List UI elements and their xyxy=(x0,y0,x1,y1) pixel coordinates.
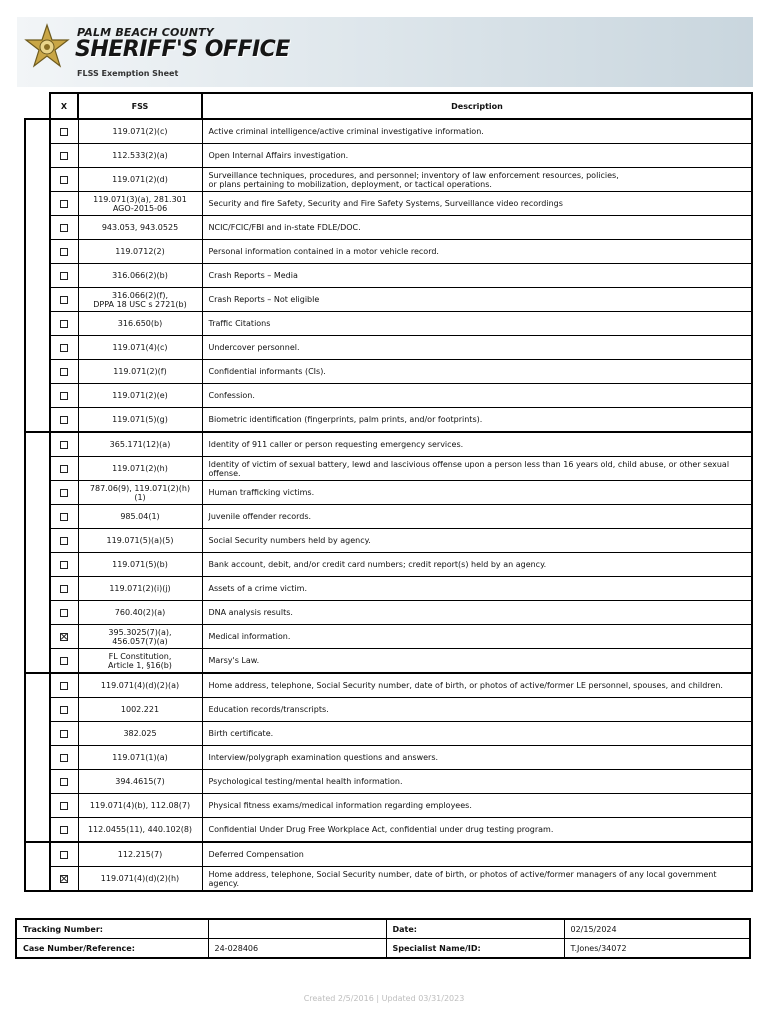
checkbox-cell xyxy=(50,842,78,867)
fss-cell xyxy=(78,360,202,384)
checkbox[interactable] xyxy=(60,344,68,352)
checkbox[interactable] xyxy=(60,272,68,280)
table-row xyxy=(25,529,752,553)
table-row xyxy=(25,336,752,360)
county-name: PALM BEACH COUNTY xyxy=(77,26,214,39)
checkbox-cell xyxy=(50,505,78,529)
description-cell xyxy=(202,288,752,312)
fss-cell xyxy=(78,119,202,144)
checkbox[interactable] xyxy=(60,248,68,256)
checkbox[interactable] xyxy=(60,657,68,665)
description-cell xyxy=(202,457,752,481)
fss-statute: 119.071(2)(e) xyxy=(112,391,168,400)
description-text: Security and fire Safety, Security and Fire Safety Systems, Surveillance video recordings xyxy=(208,199,563,208)
description-text: Deferred Compensation xyxy=(208,850,304,859)
checkbox-cell xyxy=(50,192,78,216)
description-text: Birth certificate. xyxy=(208,729,274,738)
fss-cell xyxy=(78,577,202,601)
description-cell xyxy=(202,625,752,649)
sheriff-star-badge-icon xyxy=(23,23,71,71)
description-text: Home address, telephone, Social Security number, date of birth, or photos of active/former LE personnel, spouses, and children. xyxy=(208,681,723,690)
description-column-header: Description xyxy=(202,93,752,119)
table-header-row xyxy=(25,93,752,119)
table-row xyxy=(25,192,752,216)
checkbox[interactable] xyxy=(60,441,68,449)
description-cell xyxy=(202,481,752,505)
fss-statute: AGO-2015-06 xyxy=(112,203,168,213)
description-cell xyxy=(202,794,752,818)
table-row xyxy=(25,553,752,577)
table-row xyxy=(25,818,752,843)
fss-cell xyxy=(78,673,202,698)
fss-statute: 943.053, 943.0525 xyxy=(101,223,179,232)
fss-statute: 1002.221 xyxy=(120,705,160,714)
fss-statute: 316.066(2)(f), xyxy=(111,290,168,300)
fss-statute: 787.06(9), 119.071(2)(h)(1) xyxy=(89,483,191,502)
description-text: Interview/polygraph examination questions and answers. xyxy=(208,753,439,762)
checkbox[interactable] xyxy=(60,826,68,834)
fss-cell xyxy=(78,818,202,843)
table-row xyxy=(25,577,752,601)
checkbox-cell xyxy=(50,264,78,288)
description-text: Active criminal intelligence/active criminal investigative information. xyxy=(208,127,484,136)
group-bracket xyxy=(25,119,50,432)
description-cell xyxy=(202,842,752,867)
fss-cell xyxy=(78,288,202,312)
description-cell xyxy=(202,698,752,722)
x-column-header: X xyxy=(50,93,78,119)
fss-statute: 119.071(2)(d) xyxy=(112,175,168,184)
fss-statute: 119.071(5)(g) xyxy=(112,415,168,424)
description-cell xyxy=(202,673,752,698)
fss-statute: 985.04(1) xyxy=(120,512,160,521)
table-row xyxy=(25,408,752,433)
fss-statute: 394.4615(7) xyxy=(115,777,165,786)
checkbox-cell xyxy=(50,746,78,770)
table-row xyxy=(25,698,752,722)
description-text: Undercover personnel. xyxy=(208,343,300,352)
checkbox[interactable] xyxy=(60,851,68,859)
checkbox-cell xyxy=(50,794,78,818)
description-cell xyxy=(202,240,752,264)
checked-checkbox[interactable] xyxy=(60,633,68,641)
description-cell xyxy=(202,505,752,529)
description-text: Education records/transcripts. xyxy=(208,705,329,714)
fss-column-header: FSS xyxy=(78,93,202,119)
checkbox-cell xyxy=(50,288,78,312)
description-cell xyxy=(202,384,752,408)
table-row xyxy=(25,360,752,384)
fss-cell xyxy=(78,336,202,360)
fss-cell xyxy=(78,625,202,649)
description-text: Psychological testing/mental health information. xyxy=(208,777,403,786)
checkbox-cell xyxy=(50,384,78,408)
case-number-value: 24-028406 xyxy=(208,939,386,959)
checkbox[interactable] xyxy=(60,561,68,569)
fss-statute: 316.066(2)(b) xyxy=(112,271,168,280)
fss-statute: 119.0712(2) xyxy=(115,247,165,256)
checkbox-cell xyxy=(50,360,78,384)
description-cell xyxy=(202,818,752,843)
description-cell xyxy=(202,119,752,144)
fss-statute: 119.071(4)(d)(2)(h) xyxy=(100,874,180,883)
table-row xyxy=(25,867,752,892)
table-row xyxy=(25,264,752,288)
case-number-label: Case Number/Reference: xyxy=(16,939,208,959)
fss-statute: 119.071(2)(h) xyxy=(112,464,168,473)
table-row xyxy=(25,842,752,867)
fss-statute: 119.071(2)(f) xyxy=(113,367,167,376)
table-row xyxy=(25,505,752,529)
fss-statute: 119.071(1)(a) xyxy=(112,753,168,762)
fss-cell xyxy=(78,698,202,722)
fss-statute: 119.071(5)(b) xyxy=(112,560,168,569)
checkbox[interactable] xyxy=(60,128,68,136)
checkbox[interactable] xyxy=(60,778,68,786)
created-updated-note: Created 2/5/2016 | Updated 03/31/2023 xyxy=(303,994,465,1003)
checkbox[interactable] xyxy=(60,609,68,617)
description-text: DNA analysis results. xyxy=(208,608,293,617)
checkbox[interactable] xyxy=(60,200,68,208)
checkbox-cell xyxy=(50,312,78,336)
checkbox-cell xyxy=(50,601,78,625)
fss-statute: 119.071(4)(c) xyxy=(112,343,168,352)
description-text: Traffic Citations xyxy=(208,319,271,328)
description-text: Marsy's Law. xyxy=(208,656,260,665)
description-cell xyxy=(202,867,752,892)
date-value: 02/15/2024 xyxy=(564,919,750,939)
description-cell xyxy=(202,360,752,384)
checkbox-cell xyxy=(50,481,78,505)
table-body xyxy=(25,119,752,891)
table-row xyxy=(25,457,752,481)
description-text: Social Security numbers held by agency. xyxy=(208,536,371,545)
checkbox-cell xyxy=(50,336,78,360)
tracking-number-label: Tracking Number: xyxy=(16,919,208,939)
description-text: Open Internal Affairs investigation. xyxy=(208,151,349,160)
fss-statute: Article 1, §16(b) xyxy=(108,660,172,670)
tracking-number-value xyxy=(208,919,386,939)
fss-cell xyxy=(78,457,202,481)
fss-cell xyxy=(78,264,202,288)
description-cell xyxy=(202,601,752,625)
date-label: Date: xyxy=(386,919,564,939)
description-text: Home address, telephone, Social Security number, date of birth, or photos of active/former managers of any local government agency. xyxy=(208,869,717,888)
checkbox[interactable] xyxy=(60,176,68,184)
fss-statute: 119.071(5)(a)(5) xyxy=(106,536,174,545)
checkbox-cell xyxy=(50,553,78,577)
checkbox-cell xyxy=(50,240,78,264)
fss-statute: 119.071(3)(a), 281.301 xyxy=(93,194,187,204)
checkbox-cell xyxy=(50,408,78,433)
fss-cell xyxy=(78,432,202,457)
table-row xyxy=(25,288,752,312)
description-text: Human trafficking victims. xyxy=(208,488,315,497)
fss-cell xyxy=(78,384,202,408)
footer-row xyxy=(16,919,750,939)
checkbox[interactable] xyxy=(60,465,68,473)
description-text: Confidential Under Drug Free Workplace Act, confidential under drug testing program. xyxy=(208,825,554,834)
description-text: Physical fitness exams/medical information regarding employees. xyxy=(208,801,472,810)
checkbox[interactable] xyxy=(60,802,68,810)
fss-statute: 119.071(2)(i)(j) xyxy=(109,584,171,593)
checkbox-cell xyxy=(50,770,78,794)
group-bracket xyxy=(25,842,50,891)
fss-cell xyxy=(78,240,202,264)
checkbox[interactable] xyxy=(60,368,68,376)
description-text: or plans pertaining to mobilization, deployment, or tactical operations. xyxy=(208,179,492,189)
checkbox-cell xyxy=(50,432,78,457)
fss-cell xyxy=(78,192,202,216)
fss-statute: 365.171(12)(a) xyxy=(109,440,171,449)
checkbox-cell xyxy=(50,457,78,481)
fss-cell xyxy=(78,770,202,794)
checkbox-cell xyxy=(50,722,78,746)
fss-cell xyxy=(78,144,202,168)
table-row xyxy=(25,673,752,698)
table-row xyxy=(25,601,752,625)
checkbox[interactable] xyxy=(60,513,68,521)
description-cell xyxy=(202,312,752,336)
description-cell xyxy=(202,529,752,553)
description-text: Crash Reports – Media xyxy=(208,271,298,280)
description-cell xyxy=(202,553,752,577)
checkbox-cell xyxy=(50,625,78,649)
table-row xyxy=(25,481,752,505)
description-cell xyxy=(202,192,752,216)
fss-cell xyxy=(78,722,202,746)
checkbox-cell xyxy=(50,168,78,192)
checkbox-cell xyxy=(50,119,78,144)
checkbox[interactable] xyxy=(60,585,68,593)
description-cell xyxy=(202,746,752,770)
checkbox-cell xyxy=(50,577,78,601)
fss-cell xyxy=(78,481,202,505)
description-text: Personal information contained in a motor vehicle record. xyxy=(208,247,439,256)
table-row xyxy=(25,119,752,144)
checkbox[interactable] xyxy=(60,416,68,424)
table-row xyxy=(25,168,752,192)
fss-statute: 112.215(7) xyxy=(117,850,163,859)
checkbox[interactable] xyxy=(60,152,68,160)
table-row xyxy=(25,649,752,674)
table-row xyxy=(25,312,752,336)
checkbox-cell xyxy=(50,698,78,722)
description-text: Confession. xyxy=(208,391,255,400)
table-row xyxy=(25,384,752,408)
fss-cell xyxy=(78,746,202,770)
fss-cell xyxy=(78,842,202,867)
description-text: Confidential informants (CIs). xyxy=(208,367,326,376)
fss-statute: 760.40(2)(a) xyxy=(114,608,166,617)
description-cell xyxy=(202,770,752,794)
table-row xyxy=(25,770,752,794)
group-bracket xyxy=(25,432,50,673)
description-cell xyxy=(202,264,752,288)
checkbox-cell xyxy=(50,818,78,843)
office-name: SHERIFF'S OFFICE xyxy=(75,37,290,62)
description-cell xyxy=(202,649,752,674)
checkbox[interactable] xyxy=(60,224,68,232)
sheet-title: FLSS Exemption Sheet xyxy=(77,69,179,78)
description-cell xyxy=(202,722,752,746)
fss-cell xyxy=(78,408,202,433)
document-header xyxy=(17,17,753,87)
fss-cell xyxy=(78,312,202,336)
fss-statute: DPPA 18 USC s 2721(b) xyxy=(93,299,187,309)
description-cell xyxy=(202,408,752,433)
fss-statute: 119.071(4)(b), 112.08(7) xyxy=(89,801,191,810)
table-row xyxy=(25,144,752,168)
description-text: Surveillance techniques, procedures, and personnel; inventory of law enforcement resources, policies, xyxy=(208,170,619,180)
checkbox-cell xyxy=(50,529,78,553)
checkbox[interactable] xyxy=(60,296,68,304)
table-row xyxy=(25,216,752,240)
checkbox-cell xyxy=(50,144,78,168)
table-row xyxy=(25,722,752,746)
fss-cell xyxy=(78,649,202,674)
checkbox[interactable] xyxy=(60,320,68,328)
table-row xyxy=(25,432,752,457)
description-text: Identity of victim of sexual battery, lewd and lascivious offense upon a person less than 16 years old, child abuse, or other sexual offense. xyxy=(208,459,730,478)
description-text: Crash Reports – Not eligible xyxy=(208,295,320,304)
checkbox[interactable] xyxy=(60,730,68,738)
fss-cell xyxy=(78,601,202,625)
exemption-table xyxy=(24,92,753,892)
checkbox[interactable] xyxy=(60,537,68,545)
tracking-info-table xyxy=(15,918,751,959)
fss-statute: 112.533(2)(a) xyxy=(112,151,168,160)
description-cell xyxy=(202,216,752,240)
checkbox[interactable] xyxy=(60,754,68,762)
fss-statute: 456.057(7)(a) xyxy=(112,636,168,646)
checked-checkbox[interactable] xyxy=(60,875,68,883)
footer-row xyxy=(16,939,750,959)
group-marker-header xyxy=(25,93,50,119)
fss-statute: 119.071(2)(c) xyxy=(112,127,168,136)
checkbox[interactable] xyxy=(60,706,68,714)
checkbox-cell xyxy=(50,867,78,892)
description-text: Biometric identification (fingerprints, palm prints, and/or footprints). xyxy=(208,415,483,424)
fss-statute: 112.0455(11), 440.102(8) xyxy=(87,825,193,834)
description-text: Assets of a crime victim. xyxy=(208,584,307,593)
table-row xyxy=(25,240,752,264)
checkbox[interactable] xyxy=(60,489,68,497)
table-row xyxy=(25,746,752,770)
checkbox-cell xyxy=(50,216,78,240)
table-row xyxy=(25,625,752,649)
description-cell xyxy=(202,577,752,601)
description-text: Identity of 911 caller or person requesting emergency services. xyxy=(208,440,464,449)
fss-cell xyxy=(78,867,202,892)
description-cell xyxy=(202,144,752,168)
checkbox-cell xyxy=(50,649,78,674)
fss-cell xyxy=(78,505,202,529)
fss-cell xyxy=(78,553,202,577)
table-row xyxy=(25,794,752,818)
specialist-label: Specialist Name/ID: xyxy=(386,939,564,959)
fss-statute: 119.071(4)(d)(2)(a) xyxy=(100,681,180,690)
checkbox[interactable] xyxy=(60,392,68,400)
fss-cell xyxy=(78,529,202,553)
description-text: NCIC/FCIC/FBI and in-state FDLE/DOC. xyxy=(208,223,361,232)
description-cell xyxy=(202,432,752,457)
description-cell xyxy=(202,168,752,192)
fss-statute: 382.025 xyxy=(123,729,157,738)
fss-statute: 316.650(b) xyxy=(117,319,163,328)
specialist-value: T.Jones/34072 xyxy=(564,939,750,959)
description-text: Juvenile offender records. xyxy=(208,512,312,521)
description-text: Medical information. xyxy=(208,632,291,641)
group-bracket xyxy=(25,673,50,842)
checkbox-cell xyxy=(50,673,78,698)
fss-cell xyxy=(78,168,202,192)
fss-cell xyxy=(78,216,202,240)
fss-statute: FL Constitution, xyxy=(108,651,172,661)
fss-statute: 395.3025(7)(a), xyxy=(108,627,172,637)
description-text: Bank account, debit, and/or credit card numbers; credit report(s) held by an agency. xyxy=(208,560,547,569)
checkbox[interactable] xyxy=(60,682,68,690)
description-cell xyxy=(202,336,752,360)
fss-cell xyxy=(78,794,202,818)
